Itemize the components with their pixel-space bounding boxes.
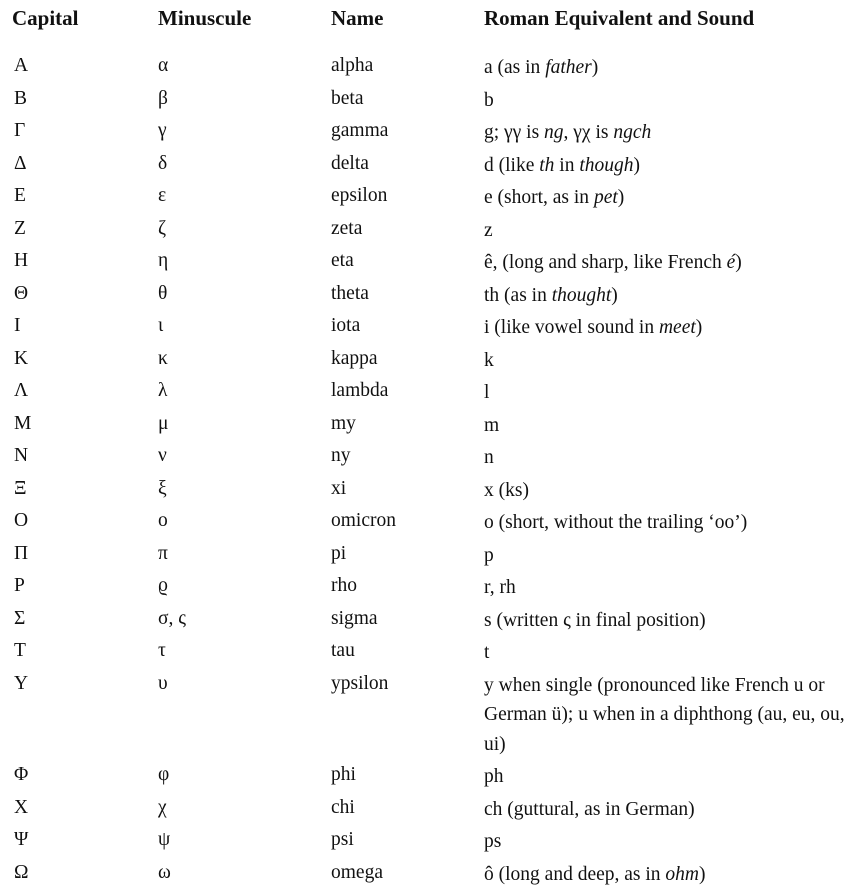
sound-text: l <box>484 382 489 403</box>
sound-text: ) <box>611 285 618 306</box>
header-minuscule: Minuscule <box>158 0 331 50</box>
minuscule-letter: μ <box>158 408 331 441</box>
roman-equivalent <box>484 857 845 889</box>
roman-equivalent <box>484 635 845 668</box>
table-row <box>0 635 845 668</box>
capital-letter: Ν <box>0 440 158 473</box>
table-row <box>0 180 845 213</box>
capital-letter: Ζ <box>0 213 158 246</box>
table-row <box>0 213 845 246</box>
sound-text: z <box>484 220 493 241</box>
sound-text: ) <box>618 187 625 208</box>
header-name: Name <box>331 0 484 50</box>
table-row <box>0 245 845 278</box>
minuscule-letter: φ <box>158 759 331 792</box>
table-row <box>0 857 845 889</box>
sound-text: ) <box>735 252 742 273</box>
minuscule-letter: ν <box>158 440 331 473</box>
letter-name: xi <box>331 473 484 506</box>
letter-name: delta <box>331 148 484 181</box>
table-row <box>0 375 845 408</box>
minuscule-letter: ϱ <box>158 570 331 603</box>
capital-letter: Α <box>0 50 158 83</box>
sound-text: d (like <box>484 155 539 176</box>
table-row <box>0 440 845 473</box>
sound-text: n <box>484 447 494 468</box>
minuscule-letter: λ <box>158 375 331 408</box>
letter-name: theta <box>331 278 484 311</box>
letter-name: psi <box>331 824 484 857</box>
capital-letter: Δ <box>0 148 158 181</box>
minuscule-letter: ξ <box>158 473 331 506</box>
roman-equivalent <box>484 824 845 857</box>
sound-text: k <box>484 350 494 371</box>
capital-letter: Ρ <box>0 570 158 603</box>
roman-equivalent <box>484 759 845 792</box>
sound-text: ) <box>592 57 599 78</box>
minuscule-letter: χ <box>158 792 331 825</box>
capital-letter: Ε <box>0 180 158 213</box>
sound-example-italic: father <box>545 57 592 78</box>
roman-equivalent <box>484 278 845 311</box>
sound-example-italic: é <box>727 252 736 273</box>
sound-text: e (short, as in <box>484 187 594 208</box>
letter-name: kappa <box>331 343 484 376</box>
capital-letter: Φ <box>0 759 158 792</box>
letter-name: eta <box>331 245 484 278</box>
letter-name: sigma <box>331 603 484 636</box>
letter-name: rho <box>331 570 484 603</box>
minuscule-letter: β <box>158 83 331 116</box>
sound-text: th (as in <box>484 285 552 306</box>
letter-name: my <box>331 408 484 441</box>
minuscule-letter: τ <box>158 635 331 668</box>
capital-letter: Υ <box>0 668 158 760</box>
table-row <box>0 83 845 116</box>
table-row <box>0 115 845 148</box>
roman-equivalent <box>484 115 845 148</box>
table-row <box>0 792 845 825</box>
roman-equivalent <box>484 408 845 441</box>
minuscule-letter: ε <box>158 180 331 213</box>
sound-text: , γχ is <box>564 122 614 143</box>
roman-equivalent <box>484 50 845 83</box>
sound-example-italic: th <box>539 155 554 176</box>
sound-text: g; γγ is <box>484 122 544 143</box>
table-row <box>0 278 845 311</box>
capital-letter: Κ <box>0 343 158 376</box>
sound-text: s (written ς in final position) <box>484 610 706 631</box>
sound-example-italic: meet <box>659 317 696 338</box>
table-row <box>0 310 845 343</box>
table-header <box>0 0 845 50</box>
sound-text: in <box>554 155 579 176</box>
letter-name: gamma <box>331 115 484 148</box>
roman-equivalent <box>484 213 845 246</box>
minuscule-letter: γ <box>158 115 331 148</box>
sound-example-italic: though <box>579 155 633 176</box>
sound-text: ph <box>484 766 504 787</box>
table-row <box>0 148 845 181</box>
table-row <box>0 505 845 538</box>
roman-equivalent <box>484 473 845 506</box>
minuscule-letter: π <box>158 538 331 571</box>
capital-letter: Ι <box>0 310 158 343</box>
minuscule-letter: ο <box>158 505 331 538</box>
sound-text: ) <box>634 155 641 176</box>
sound-text: y when single (pronounced like French u or German ü); u when in a diphthong (au, eu, ou, ui) <box>484 675 845 755</box>
letter-name: tau <box>331 635 484 668</box>
minuscule-letter: κ <box>158 343 331 376</box>
letter-name: ny <box>331 440 484 473</box>
sound-text: ê, (long and sharp, like French <box>484 252 727 273</box>
header-capital: Capital <box>0 0 158 50</box>
sound-text: ) <box>696 317 703 338</box>
letter-name: phi <box>331 759 484 792</box>
minuscule-letter: δ <box>158 148 331 181</box>
table-row <box>0 824 845 857</box>
table-row <box>0 759 845 792</box>
sound-example-italic: ngch <box>613 122 651 143</box>
capital-letter: Ω <box>0 857 158 889</box>
minuscule-letter: θ <box>158 278 331 311</box>
roman-equivalent <box>484 668 845 760</box>
roman-equivalent <box>484 792 845 825</box>
sound-text: r, rh <box>484 577 516 598</box>
roman-equivalent <box>484 505 845 538</box>
sound-text: t <box>484 642 489 663</box>
sound-text: x (ks) <box>484 480 529 501</box>
capital-letter: Π <box>0 538 158 571</box>
minuscule-letter: α <box>158 50 331 83</box>
table-row <box>0 343 845 376</box>
minuscule-letter: ι <box>158 310 331 343</box>
capital-letter: Β <box>0 83 158 116</box>
minuscule-letter: ψ <box>158 824 331 857</box>
letter-name: beta <box>331 83 484 116</box>
sound-example-italic: ng <box>544 122 564 143</box>
table-row <box>0 473 845 506</box>
table-row <box>0 408 845 441</box>
letter-name: ypsilon <box>331 668 484 760</box>
roman-equivalent <box>484 245 845 278</box>
letter-name: omicron <box>331 505 484 538</box>
capital-letter: Η <box>0 245 158 278</box>
sound-example-italic: pet <box>594 187 618 208</box>
header-sound: Roman Equivalent and Sound <box>484 0 845 50</box>
capital-letter: Θ <box>0 278 158 311</box>
header-row <box>0 0 845 50</box>
roman-equivalent <box>484 148 845 181</box>
sound-text: i (like vowel sound in <box>484 317 659 338</box>
roman-equivalent <box>484 440 845 473</box>
roman-equivalent <box>484 180 845 213</box>
sound-text: m <box>484 415 499 436</box>
letter-name: epsilon <box>331 180 484 213</box>
letter-name: zeta <box>331 213 484 246</box>
sound-example-italic: ohm <box>665 864 699 885</box>
minuscule-letter: η <box>158 245 331 278</box>
capital-letter: Μ <box>0 408 158 441</box>
sound-text: ps <box>484 831 501 852</box>
sound-text: ch (guttural, as in German) <box>484 799 695 820</box>
roman-equivalent <box>484 570 845 603</box>
minuscule-letter: ζ <box>158 213 331 246</box>
capital-letter: Λ <box>0 375 158 408</box>
roman-equivalent <box>484 343 845 376</box>
letter-name: omega <box>331 857 484 889</box>
capital-letter: Ο <box>0 505 158 538</box>
capital-letter: Γ <box>0 115 158 148</box>
capital-letter: Χ <box>0 792 158 825</box>
sound-text: p <box>484 545 494 566</box>
minuscule-letter: ω <box>158 857 331 889</box>
minuscule-letter: σ, ς <box>158 603 331 636</box>
table-body <box>0 50 845 889</box>
sound-text: a (as in <box>484 57 545 78</box>
capital-letter: Ξ <box>0 473 158 506</box>
roman-equivalent <box>484 83 845 116</box>
letter-name: chi <box>331 792 484 825</box>
sound-text: b <box>484 90 494 111</box>
letter-name: alpha <box>331 50 484 83</box>
roman-equivalent <box>484 603 845 636</box>
minuscule-letter: υ <box>158 668 331 760</box>
capital-letter: Σ <box>0 603 158 636</box>
roman-equivalent <box>484 375 845 408</box>
letter-name: lambda <box>331 375 484 408</box>
roman-equivalent <box>484 538 845 571</box>
table-row <box>0 50 845 83</box>
sound-text: ô (long and deep, as in <box>484 864 665 885</box>
table-row <box>0 668 845 760</box>
sound-text: ) <box>699 864 706 885</box>
letter-name: iota <box>331 310 484 343</box>
capital-letter: Ψ <box>0 824 158 857</box>
table-row <box>0 603 845 636</box>
sound-text: o (short, without the trailing ‘oo’) <box>484 512 747 533</box>
sound-example-italic: thought <box>552 285 612 306</box>
table-row <box>0 570 845 603</box>
roman-equivalent <box>484 310 845 343</box>
capital-letter: Τ <box>0 635 158 668</box>
table-row <box>0 538 845 571</box>
letter-name: pi <box>331 538 484 571</box>
